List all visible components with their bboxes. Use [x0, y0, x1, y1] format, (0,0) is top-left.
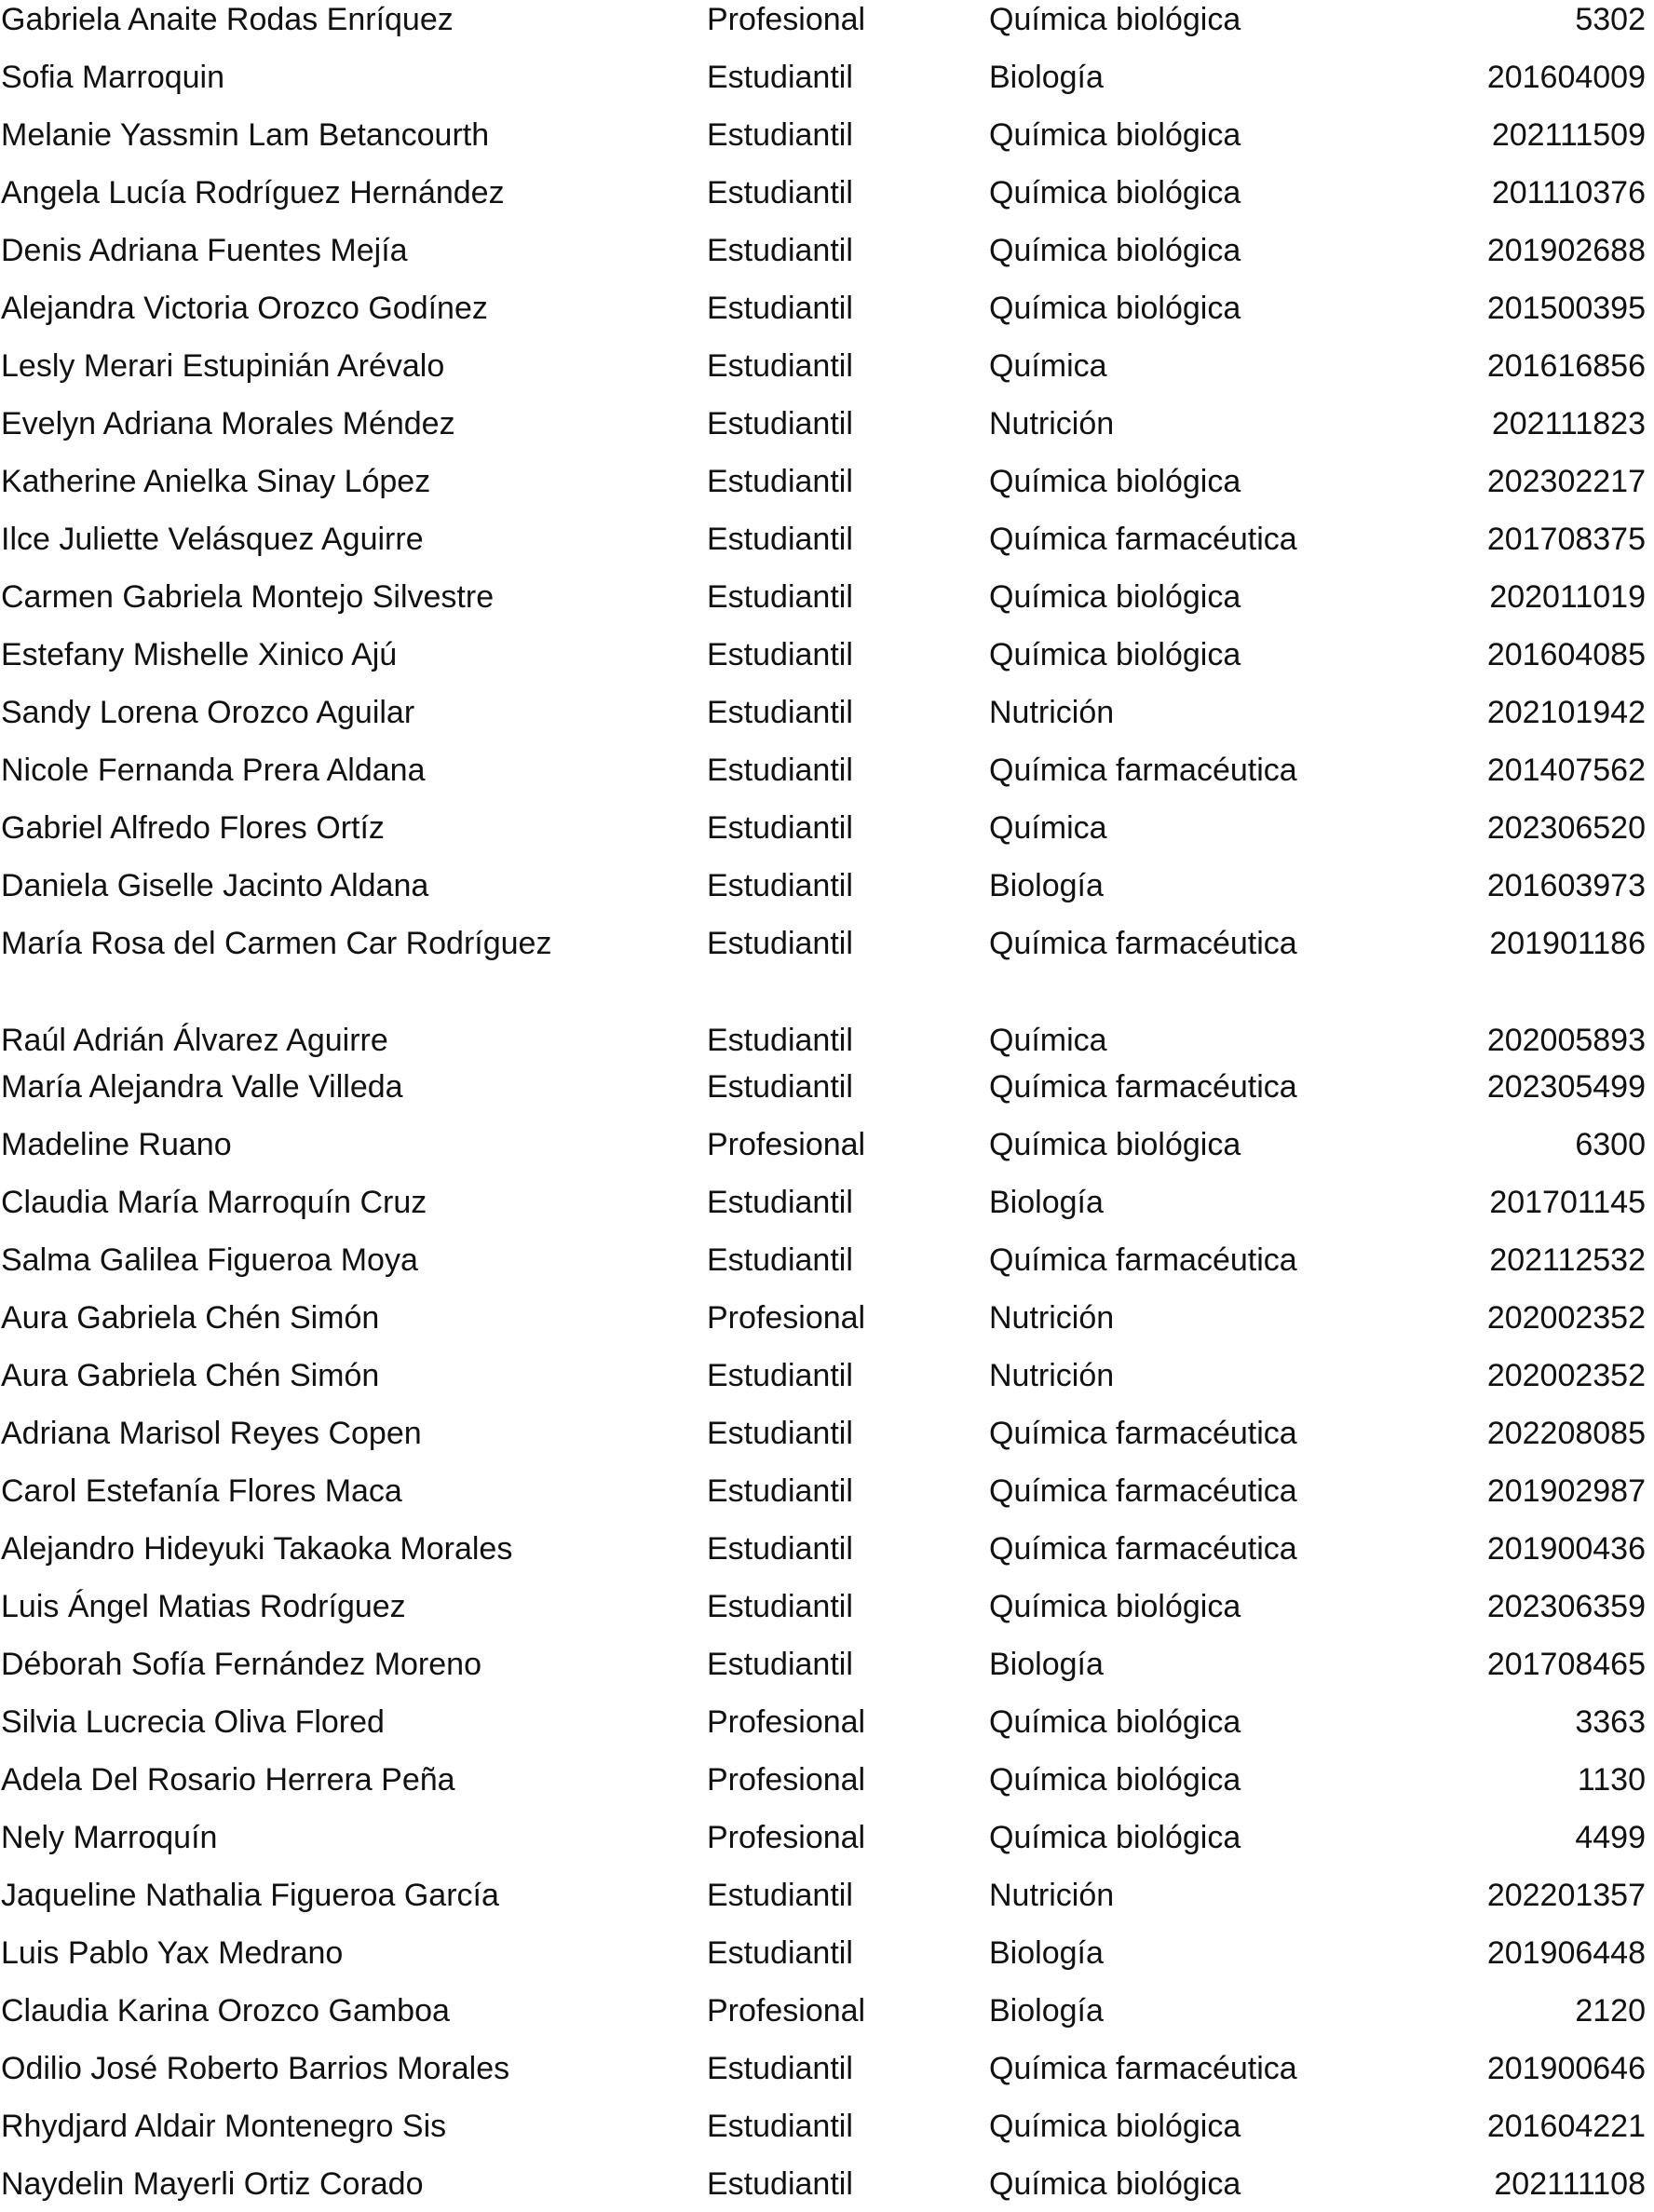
participant-career: Química farmacéutica — [989, 926, 1297, 961]
participant-id: 202208085 — [1486, 1416, 1646, 1451]
participant-id: 201604221 — [1486, 2109, 1646, 2144]
participant-id: 201604009 — [1486, 60, 1646, 95]
participant-career: Nutrición — [989, 695, 1115, 730]
table-row — [0, 107, 1654, 163]
participant-name: Aura Gabriela Chén Simón — [1, 1358, 380, 1393]
participant-name: Luis Pablo Yax Medrano — [1, 1935, 344, 1971]
participant-career: Biología — [989, 1647, 1104, 1682]
participant-name: Lesly Merari Estupinián Arévalo — [1, 348, 445, 384]
participant-id: 201708465 — [1486, 1647, 1646, 1682]
participant-id: 202011019 — [1489, 579, 1646, 615]
participant-career: Biología — [989, 1993, 1104, 2029]
participant-id: 202201357 — [1486, 1878, 1646, 1913]
participant-career: Nutrición — [989, 406, 1115, 441]
participant-id: 201901186 — [1489, 926, 1646, 961]
participant-name: Silvia Lucrecia Oliva Flored — [1, 1704, 385, 1740]
participant-type: Estudiantil — [707, 1935, 853, 1971]
participant-type: Estudiantil — [707, 1589, 853, 1624]
table-row — [0, 1174, 1654, 1230]
table-row — [0, 1059, 1654, 1115]
participant-name: Melanie Yassmin Lam Betancourth — [1, 117, 490, 153]
participant-type: Estudiantil — [707, 406, 853, 441]
table-row — [0, 685, 1654, 740]
participant-type: Estudiantil — [707, 522, 853, 557]
participant-career: Química biológica — [989, 464, 1241, 499]
participant-career: Química farmacéutica — [989, 1242, 1297, 1278]
participant-name: Denis Adriana Fuentes Mejía — [1, 233, 408, 268]
participant-career: Química biológica — [989, 2166, 1241, 2202]
participant-type: Estudiantil — [707, 810, 853, 846]
participant-type: Estudiantil — [707, 464, 853, 499]
participant-type: Estudiantil — [707, 60, 853, 95]
participant-career: Química farmacéutica — [989, 1069, 1297, 1105]
participant-type: Estudiantil — [707, 1023, 853, 1058]
participant-name: Madeline Ruano — [1, 1127, 232, 1162]
table-row — [0, 223, 1654, 278]
participant-id: 5302 — [1575, 2, 1646, 37]
participant-type: Estudiantil — [707, 1878, 853, 1913]
participant-career: Química farmacéutica — [989, 753, 1297, 788]
participant-career: Nutrición — [989, 1358, 1115, 1393]
participant-name: Déborah Sofía Fernández Moreno — [1, 1647, 481, 1682]
participant-career: Química biológica — [989, 579, 1241, 615]
participant-type: Profesional — [707, 1300, 866, 1336]
participant-type: Estudiantil — [707, 1416, 853, 1451]
participant-name: Raúl Adrián Álvarez Aguirre — [1, 1023, 388, 1058]
participant-career: Química biológica — [989, 291, 1241, 326]
participant-name: Katherine Anielka Sinay López — [1, 464, 431, 499]
participant-career: Química biológica — [989, 175, 1241, 210]
participant-career: Química — [989, 1023, 1107, 1058]
table-row — [0, 800, 1654, 856]
participant-name: Naydelin Mayerli Ortiz Corado — [1, 2166, 424, 2202]
participant-id: 3363 — [1575, 1704, 1646, 1740]
participant-id: 202112532 — [1489, 1242, 1646, 1278]
participant-id: 201906448 — [1486, 1935, 1646, 1971]
participant-career: Biología — [989, 60, 1104, 95]
table-row — [0, 1117, 1654, 1173]
participant-id: 201902987 — [1486, 1473, 1646, 1509]
participant-type: Profesional — [707, 1762, 866, 1798]
participant-career: Química — [989, 348, 1107, 384]
table-row — [0, 1983, 1654, 2039]
table-row — [0, 1867, 1654, 1923]
participant-name: Sandy Lorena Orozco Aguilar — [1, 695, 415, 730]
participant-id: 1130 — [1577, 1762, 1646, 1798]
table-row — [0, 1579, 1654, 1635]
participant-career: Química biológica — [989, 1589, 1241, 1624]
table-row — [0, 2041, 1654, 2097]
participant-career: Química biológica — [989, 1762, 1241, 1798]
participant-id: 202302217 — [1486, 464, 1646, 499]
table-row — [0, 1521, 1654, 1577]
table-row — [0, 1290, 1654, 1346]
participant-id: 201407562 — [1486, 753, 1646, 788]
participant-type: Estudiantil — [707, 2051, 853, 2086]
participant-name: Gabriel Alfredo Flores Ortíz — [1, 810, 385, 846]
participant-id: 202305499 — [1486, 1069, 1646, 1105]
participant-id: 201900436 — [1486, 1531, 1646, 1567]
participant-name: Carmen Gabriela Montejo Silvestre — [1, 579, 495, 615]
participant-id: 2120 — [1575, 1993, 1646, 2029]
participant-name: María Rosa del Carmen Car Rodríguez — [1, 926, 552, 961]
participant-name: Adela Del Rosario Herrera Peña — [1, 1762, 455, 1798]
participant-name: Nicole Fernanda Prera Aldana — [1, 753, 426, 788]
participant-type: Profesional — [707, 2, 866, 37]
table-row — [0, 454, 1654, 509]
participant-career: Química biológica — [989, 2, 1241, 37]
participant-name: Sofia Marroquin — [1, 60, 225, 95]
table-row — [0, 1752, 1654, 1808]
table-row — [0, 1925, 1654, 1981]
participant-career: Química — [989, 810, 1107, 846]
participant-id: 6300 — [1575, 1127, 1646, 1162]
table-row — [0, 1348, 1654, 1404]
table-row — [0, 49, 1654, 105]
participant-career: Biología — [989, 1935, 1104, 1971]
participant-id: 201616856 — [1486, 348, 1646, 384]
participant-id: 202002352 — [1486, 1300, 1646, 1336]
table-row — [0, 2098, 1654, 2154]
table-row — [0, 1405, 1654, 1461]
participant-type: Estudiantil — [707, 695, 853, 730]
participant-type: Estudiantil — [707, 868, 853, 903]
participant-name: Carol Estefanía Flores Maca — [1, 1473, 402, 1509]
participant-type: Estudiantil — [707, 1358, 853, 1393]
participant-type: Profesional — [707, 1993, 866, 2029]
participant-career: Nutrición — [989, 1300, 1115, 1336]
participant-id: 202005893 — [1486, 1023, 1646, 1058]
participant-type: Estudiantil — [707, 579, 853, 615]
table-row — [0, 742, 1654, 798]
participant-name: Aura Gabriela Chén Simón — [1, 1300, 380, 1336]
participant-name: Jaqueline Nathalia Figueroa García — [1, 1878, 499, 1913]
participant-name: Evelyn Adriana Morales Méndez — [1, 406, 455, 441]
participant-name: Estefany Mishelle Xinico Ajú — [1, 637, 398, 672]
participant-type: Estudiantil — [707, 117, 853, 153]
table-row — [0, 338, 1654, 394]
participant-career: Química farmacéutica — [989, 522, 1297, 557]
participant-type: Estudiantil — [707, 233, 853, 268]
participant-type: Estudiantil — [707, 291, 853, 326]
participant-name: Alejandro Hideyuki Takaoka Morales — [1, 1531, 513, 1567]
participant-name: Alejandra Victoria Orozco Godínez — [1, 291, 488, 326]
participant-id: 202002352 — [1486, 1358, 1646, 1393]
table-row — [0, 916, 1654, 971]
participant-type: Profesional — [707, 1820, 866, 1855]
table-row — [0, 165, 1654, 221]
participant-type: Estudiantil — [707, 1473, 853, 1509]
participant-career: Química biológica — [989, 117, 1241, 153]
participant-id: 202111108 — [1494, 2166, 1646, 2202]
participant-career: Química farmacéutica — [989, 1473, 1297, 1509]
participant-name: Rhydjard Aldair Montenegro Sis — [1, 2109, 447, 2144]
participant-career: Química farmacéutica — [989, 1416, 1297, 1451]
participant-id: 201902688 — [1486, 233, 1646, 268]
participant-name: Gabriela Anaite Rodas Enríquez — [1, 2, 454, 37]
participant-career: Nutrición — [989, 1878, 1115, 1913]
participant-career: Química biológica — [989, 1127, 1241, 1162]
table-row — [0, 0, 1654, 47]
participant-id: 202101942 — [1486, 695, 1646, 730]
participant-type: Profesional — [707, 1127, 866, 1162]
participant-career: Química biológica — [989, 637, 1241, 672]
participant-name: Salma Galilea Figueroa Moya — [1, 1242, 418, 1278]
participant-id: 201701145 — [1489, 1185, 1646, 1220]
participant-id: 201708375 — [1486, 522, 1646, 557]
participant-type: Estudiantil — [707, 2166, 853, 2202]
participant-career: Química biológica — [989, 1704, 1241, 1740]
participant-type: Estudiantil — [707, 175, 853, 210]
participant-career: Biología — [989, 868, 1104, 903]
participant-type: Estudiantil — [707, 2109, 853, 2144]
participant-career: Química biológica — [989, 1820, 1241, 1855]
participant-type: Estudiantil — [707, 1531, 853, 1567]
participant-type: Estudiantil — [707, 753, 853, 788]
participant-id: 201500395 — [1486, 291, 1646, 326]
participant-type: Estudiantil — [707, 1185, 853, 1220]
participant-career: Biología — [989, 1185, 1104, 1220]
table-row — [0, 1810, 1654, 1866]
participant-type: Profesional — [707, 1704, 866, 1740]
participant-id: 202111509 — [1491, 117, 1646, 153]
participant-name: Angela Lucía Rodríguez Hernández — [1, 175, 505, 210]
table-row — [0, 280, 1654, 336]
participant-id: 4499 — [1575, 1820, 1646, 1855]
participant-type: Estudiantil — [707, 1242, 853, 1278]
participant-id: 201604085 — [1486, 637, 1646, 672]
table-row — [0, 1463, 1654, 1519]
participant-id: 202306359 — [1486, 1589, 1646, 1624]
participant-type: Estudiantil — [707, 926, 853, 961]
table-row — [0, 627, 1654, 683]
participant-career: Química biológica — [989, 2109, 1241, 2144]
table-row — [0, 2156, 1654, 2212]
participant-name: Daniela Giselle Jacinto Aldana — [1, 868, 429, 903]
table-row — [0, 396, 1654, 452]
participant-career: Química biológica — [989, 233, 1241, 268]
participant-name: Luis Ángel Matias Rodríguez — [1, 1589, 406, 1624]
table-row — [0, 511, 1654, 567]
participant-name: Ilce Juliette Velásquez Aguirre — [1, 522, 424, 557]
participant-type: Estudiantil — [707, 637, 853, 672]
table-row — [0, 1232, 1654, 1288]
participant-name: Adriana Marisol Reyes Copen — [1, 1416, 422, 1451]
table-row — [0, 858, 1654, 914]
participant-name: María Alejandra Valle Villeda — [1, 1069, 403, 1105]
participant-type: Estudiantil — [707, 348, 853, 384]
table-row — [0, 1636, 1654, 1692]
participant-id: 201110376 — [1491, 175, 1646, 210]
participant-type: Estudiantil — [707, 1647, 853, 1682]
table-row — [0, 569, 1654, 625]
table-row — [0, 1694, 1654, 1750]
participant-type: Estudiantil — [707, 1069, 853, 1105]
participant-id: 201900646 — [1486, 2051, 1646, 2086]
participant-name: Nely Marroquín — [1, 1820, 218, 1855]
participant-career: Química farmacéutica — [989, 1531, 1297, 1567]
participant-id: 202306520 — [1486, 810, 1646, 846]
participant-id: 201603973 — [1486, 868, 1646, 903]
participant-id: 202111823 — [1491, 406, 1646, 441]
participant-name: Claudia María Marroquín Cruz — [1, 1185, 427, 1220]
participant-name: Odilio José Roberto Barrios Morales — [1, 2051, 510, 2086]
participant-career: Química farmacéutica — [989, 2051, 1297, 2086]
participant-name: Claudia Karina Orozco Gamboa — [1, 1993, 450, 2029]
